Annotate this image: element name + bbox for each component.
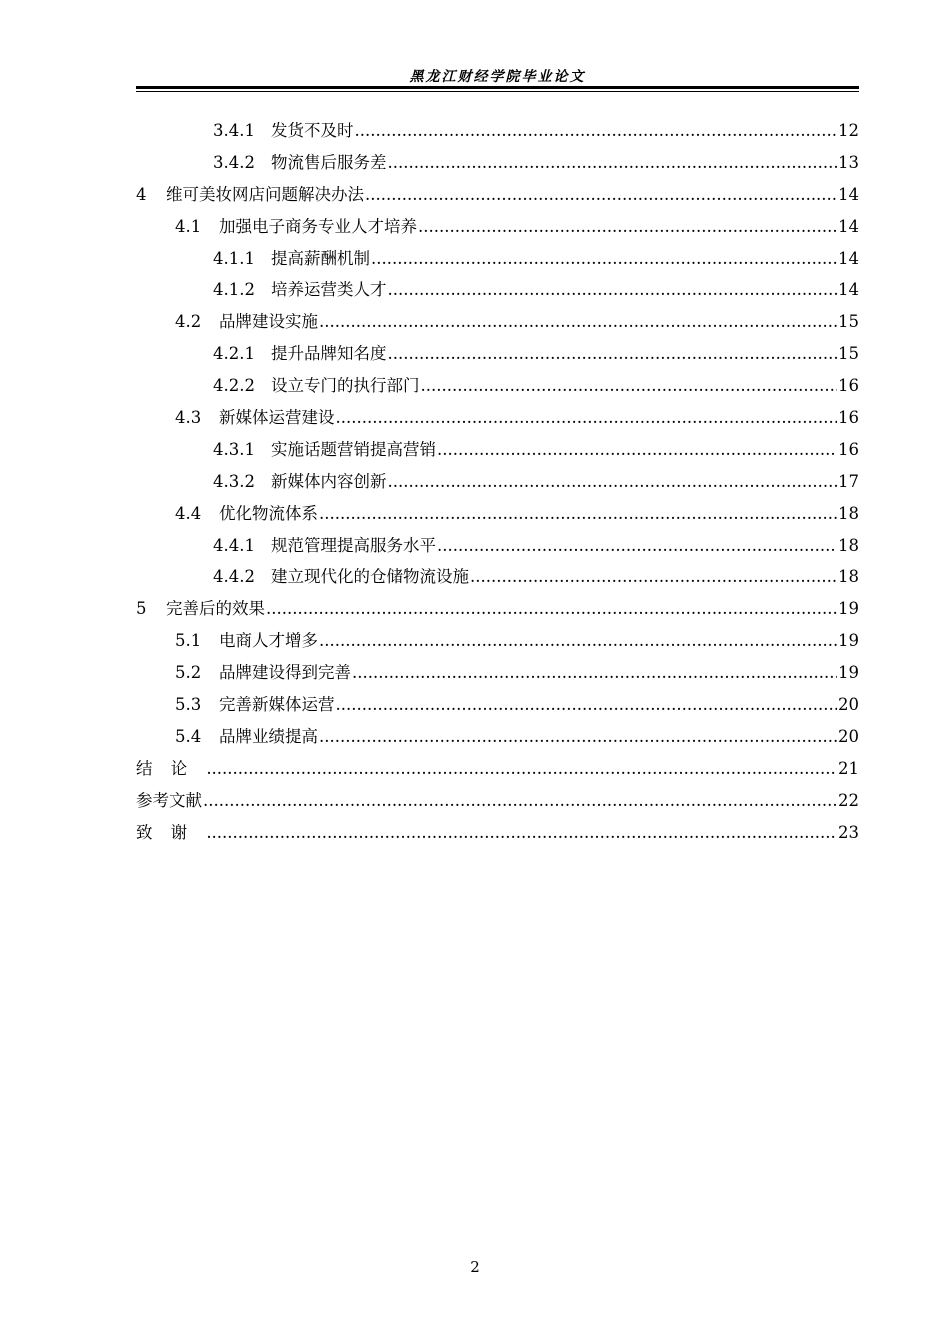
toc-entry[interactable] <box>136 181 859 213</box>
toc-entry-number: 4 <box>136 184 147 204</box>
toc-entry-title: 提升品牌知名度 <box>271 344 387 364</box>
toc-entry-number: 5.3 <box>175 695 202 715</box>
toc-dot-leader <box>319 727 837 746</box>
toc-entry-title: 结论 <box>136 758 206 778</box>
toc-entry-page: 20 <box>838 726 859 746</box>
toc-entry-page: 16 <box>838 439 859 459</box>
toc-entry-title: 维可美妆网店问题解决办法 <box>166 184 364 204</box>
toc-entry-title: 培养运营类人才 <box>271 280 387 300</box>
toc-entry[interactable] <box>136 819 859 851</box>
toc-entry-title: 新媒体内容创新 <box>271 471 387 491</box>
toc-entry-number: 4.1.2 <box>213 280 255 300</box>
toc-entry-page: 17 <box>838 471 859 491</box>
toc-entry-page: 19 <box>838 631 859 651</box>
toc-dot-leader <box>437 536 837 555</box>
toc-dot-leader <box>388 280 838 299</box>
toc-entry-page: 14 <box>838 216 859 236</box>
toc-entry-number: 4.4.1 <box>213 535 255 555</box>
toc-entry-page: 14 <box>838 280 859 300</box>
toc-dot-leader <box>336 408 838 427</box>
toc-entry[interactable] <box>136 404 859 436</box>
toc-entry-title: 新媒体运营建设 <box>219 408 335 428</box>
header-rule-thin <box>136 91 859 92</box>
toc-entry-page: 20 <box>838 695 859 715</box>
toc-entry[interactable] <box>136 691 859 723</box>
toc-entry[interactable] <box>136 308 859 340</box>
toc-entry-page: 15 <box>838 344 859 364</box>
toc-entry-number: 4.2.2 <box>213 376 255 396</box>
toc-entry-number: 5 <box>136 599 147 619</box>
toc-entry-page: 18 <box>838 535 859 555</box>
toc-entry-number: 4.1.1 <box>213 248 255 268</box>
table-of-contents <box>136 117 859 850</box>
toc-entry-title: 电商人才增多 <box>219 631 318 651</box>
toc-entry[interactable] <box>136 213 859 245</box>
toc-entry-page: 18 <box>838 503 859 523</box>
toc-entry[interactable] <box>136 500 859 532</box>
toc-entry-page: 21 <box>838 758 859 778</box>
toc-dot-leader <box>388 344 838 363</box>
toc-entry-title: 完善新媒体运营 <box>219 695 335 715</box>
toc-entry-number: 5.2 <box>175 663 202 683</box>
toc-dot-leader <box>319 312 837 331</box>
toc-dot-leader <box>365 185 837 204</box>
toc-entry-page: 23 <box>838 822 859 842</box>
toc-entry-page: 14 <box>838 184 859 204</box>
toc-entry-title: 品牌业绩提高 <box>219 726 318 746</box>
toc-entry-page: 12 <box>838 121 859 140</box>
toc-dot-leader <box>206 823 837 842</box>
toc-entry-page: 14 <box>838 248 859 268</box>
toc-dot-leader <box>336 695 838 714</box>
toc-entry-page: 16 <box>838 376 859 396</box>
toc-dot-leader <box>319 631 837 650</box>
toc-dot-leader <box>470 567 837 586</box>
toc-entry[interactable] <box>136 787 859 819</box>
toc-entry-number: 4.1 <box>175 216 202 236</box>
toc-entry-number: 4.3.1 <box>213 439 255 459</box>
toc-entry-number: 3.4.2 <box>213 152 255 172</box>
toc-entry-title: 品牌建设得到完善 <box>219 663 351 683</box>
toc-dot-leader <box>206 759 837 778</box>
toc-entry-title: 完善后的效果 <box>166 599 265 619</box>
toc-entry[interactable] <box>136 149 859 181</box>
toc-entry[interactable] <box>136 595 859 627</box>
toc-entry-title: 物流售后服务差 <box>271 152 387 172</box>
toc-entry-number: 4.4 <box>175 503 202 523</box>
toc-dot-leader <box>266 599 837 618</box>
toc-entry[interactable] <box>136 436 859 468</box>
toc-entry-title: 优化物流体系 <box>219 503 318 523</box>
toc-entry-page: 15 <box>838 312 859 332</box>
toc-entry[interactable] <box>136 340 859 372</box>
toc-entry[interactable] <box>136 468 859 500</box>
toc-dot-leader <box>437 440 837 459</box>
toc-entry[interactable] <box>136 245 859 277</box>
toc-dot-leader <box>203 791 837 810</box>
toc-entry-number: 5.4 <box>175 726 202 746</box>
toc-entry-title: 品牌建设实施 <box>219 312 318 332</box>
running-header-title: 黑龙江财经学院毕业论文 <box>409 69 586 85</box>
toc-entry-title: 提高薪酬机制 <box>271 248 370 268</box>
toc-entry-page: 19 <box>838 663 859 683</box>
toc-entry-number: 5.1 <box>175 631 202 651</box>
toc-dot-leader <box>371 249 837 268</box>
toc-entry-title: 参考文献 <box>136 790 202 810</box>
toc-entry[interactable] <box>136 723 859 755</box>
toc-entry-number: 4.3.2 <box>213 471 255 491</box>
page-number: 2 <box>470 1258 480 1276</box>
toc-entry[interactable] <box>136 372 859 404</box>
toc-dot-leader <box>421 376 838 395</box>
toc-entry[interactable] <box>136 659 859 691</box>
toc-entry-page: 13 <box>838 152 859 172</box>
toc-dot-leader <box>355 121 838 140</box>
toc-entry-title: 加强电子商务专业人才培养 <box>219 216 417 236</box>
toc-entry-page: 22 <box>838 790 859 810</box>
toc-entry-title: 致谢 <box>136 822 206 842</box>
toc-entry-number: 4.4.2 <box>213 567 255 587</box>
toc-entry[interactable] <box>136 532 859 564</box>
toc-entry-title: 发货不及时 <box>271 121 354 140</box>
toc-entry[interactable] <box>136 276 859 308</box>
toc-entry-title: 设立专门的执行部门 <box>271 376 420 396</box>
toc-entry-number: 3.4.1 <box>213 121 255 140</box>
toc-entry-number: 4.2.1 <box>213 344 255 364</box>
toc-entry-number: 4.3 <box>175 408 202 428</box>
toc-entry[interactable] <box>136 563 859 595</box>
toc-dot-leader <box>319 504 837 523</box>
toc-entry-number: 4.2 <box>175 312 202 332</box>
toc-entry[interactable] <box>136 627 859 659</box>
toc-entry[interactable] <box>136 755 859 787</box>
toc-entry-title: 建立现代化的仓储物流设施 <box>271 567 469 587</box>
toc-entry-page: 16 <box>838 408 859 428</box>
toc-dot-leader <box>418 217 837 236</box>
header-rule-thick <box>136 86 859 89</box>
toc-dot-leader <box>388 153 838 172</box>
toc-entry-page: 18 <box>838 567 859 587</box>
toc-dot-leader <box>388 472 838 491</box>
toc-dot-leader <box>352 663 837 682</box>
toc-entry[interactable] <box>136 117 859 149</box>
toc-entry-page: 19 <box>838 599 859 619</box>
toc-entry-title: 实施话题营销提高营销 <box>271 439 436 459</box>
toc-entry-title: 规范管理提高服务水平 <box>271 535 436 555</box>
